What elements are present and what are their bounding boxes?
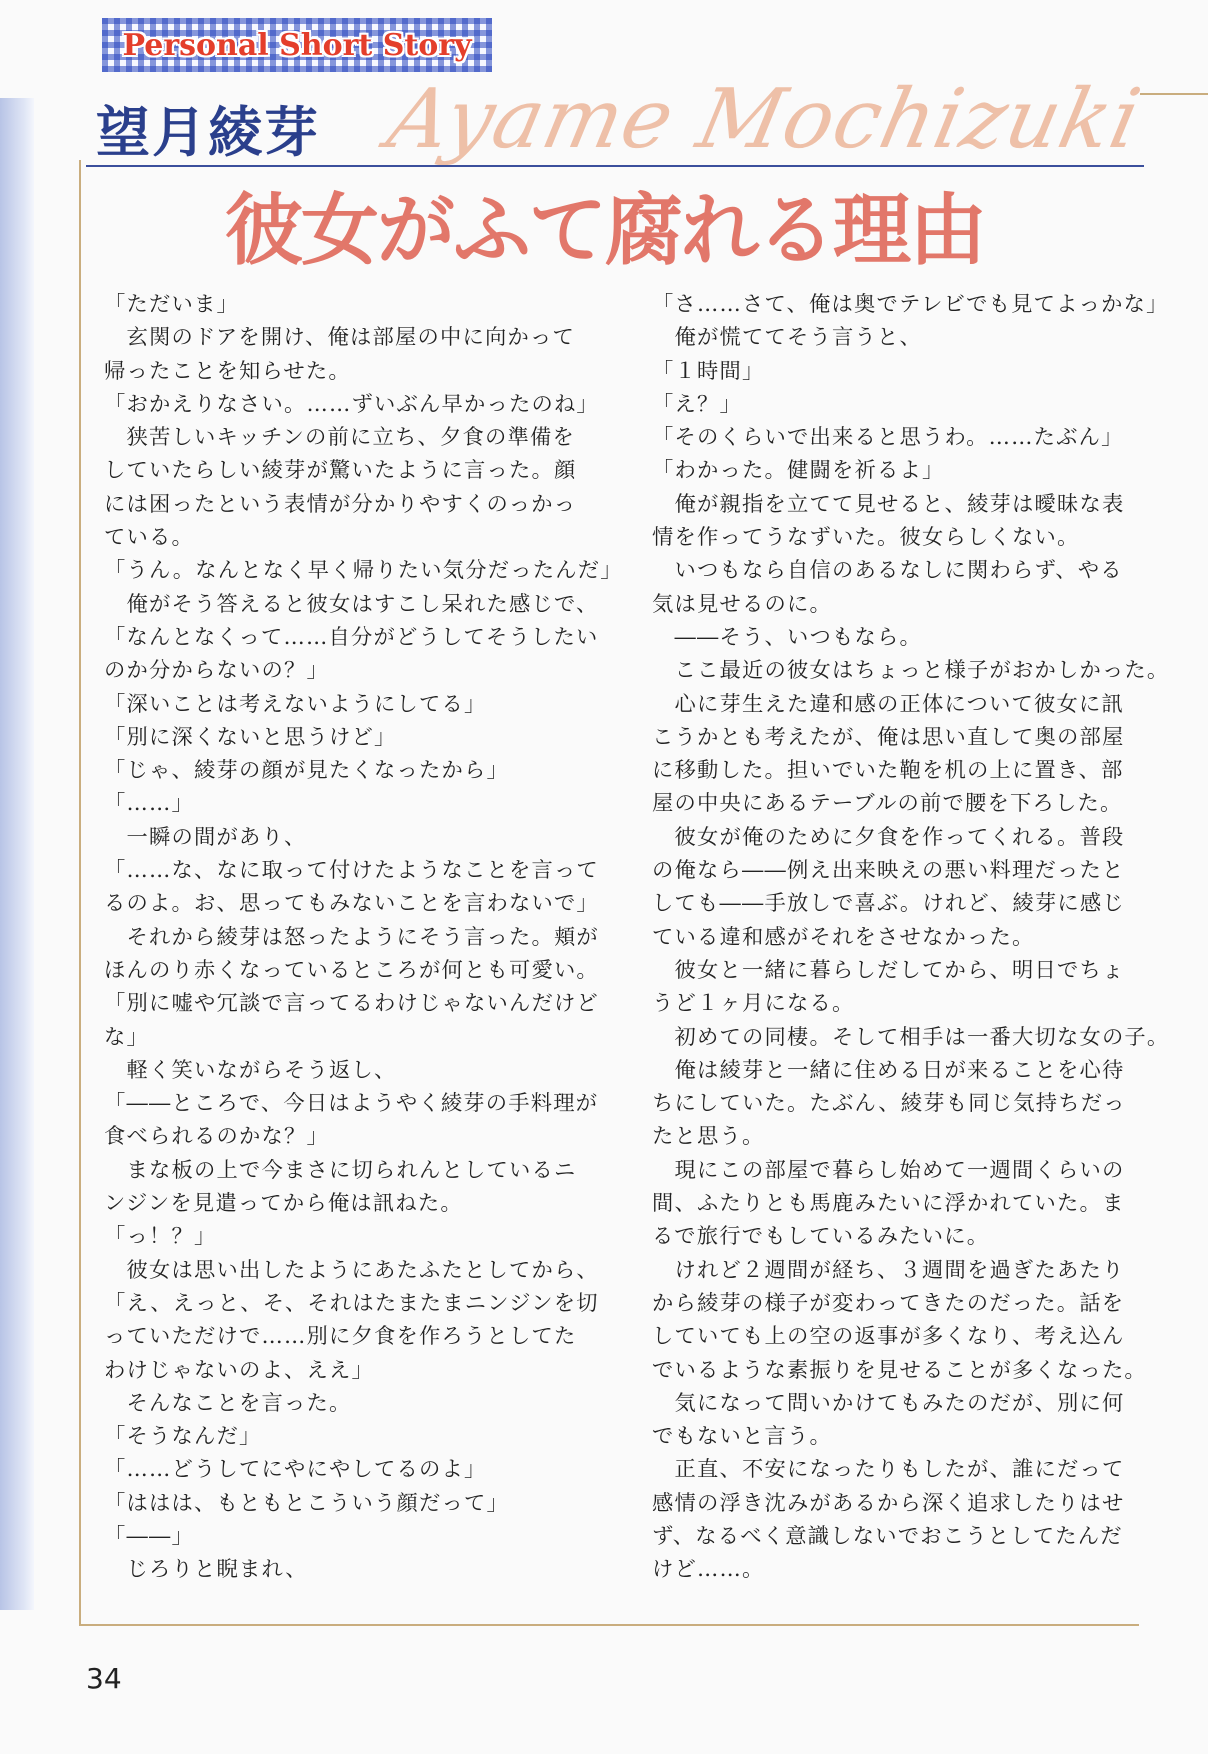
text-line: るで旅行でもしているみたいに。 <box>652 1224 990 1250</box>
text-line: のか分からないの？」 <box>104 658 329 684</box>
text-line: うど１ヶ月になる。 <box>652 991 855 1017</box>
left-edge-band <box>0 98 34 1610</box>
text-line: な」 <box>104 1024 149 1050</box>
text-line: そんなことを言った。 <box>104 1390 352 1416</box>
text-line: から綾芽の様子が変わってきたのだった。話を <box>652 1290 1125 1316</box>
text-line: していたらしい綾芽が驚いたように言った。顔 <box>104 458 577 484</box>
text-line: 初めての同棲。そして相手は一番大切な女の子。 <box>652 1024 1170 1050</box>
text-line: 彼女は思い出したようにあたふたとしてから、 <box>104 1257 599 1283</box>
text-line: 「別に深くないと思うけど」 <box>104 724 397 750</box>
text-line: 「深いことは考えないようにしてる」 <box>104 691 487 717</box>
text-line: 情を作ってうなずいた。彼女らしくない。 <box>652 525 1080 551</box>
text-line: けど……。 <box>652 1557 765 1583</box>
character-name-japanese: 望月綾芽 <box>96 101 320 164</box>
text-line: 「え？」 <box>652 391 742 417</box>
text-line: には困ったという表情が分かりやすくのっかっ <box>104 491 577 517</box>
text-line: 「別に嘘や冗談で言ってるわけじゃないんだけど <box>104 991 599 1017</box>
text-line: まな板の上で今まさに切られんとしているニ <box>104 1157 577 1183</box>
text-line: 「……」 <box>104 791 194 817</box>
frame-bottom-line <box>79 1624 1139 1626</box>
text-line: 感情の浮き沈みがあるから深く追求したりはせ <box>652 1490 1125 1516</box>
text-line: 俺は綾芽と一緒に住める日が来ることを心待 <box>652 1057 1125 1083</box>
text-line: 彼女と一緒に暮らしだしてから、明日でちょ <box>652 957 1125 983</box>
page-number: 34 <box>86 1662 122 1695</box>
text-line: 正直、不安になったりもしたが、誰にだって <box>652 1457 1125 1483</box>
text-line: 食べられるのかな？」 <box>104 1124 329 1150</box>
story-column-right <box>652 288 1170 1587</box>
text-line: 気になって問いかけてもみたのだが、別に何 <box>652 1390 1125 1416</box>
text-line: 「ただいま」 <box>104 292 239 317</box>
text-line: それから綾芽は怒ったようにそう言った。頬が <box>104 924 599 950</box>
text-line: ちにしていた。たぶん、綾芽も同じ気持ちだっ <box>652 1091 1126 1117</box>
text-line: 「……どうしてにやにやしてるのよ」 <box>104 1457 487 1483</box>
text-line: していても上の空の返事が多くなり、考え込ん <box>652 1324 1125 1350</box>
text-line: 「１時間」 <box>652 358 765 384</box>
text-line: 現にこの部屋で暮らし始めて一週間くらいの <box>652 1157 1125 1183</box>
text-line: 一瞬の間があり、 <box>104 824 307 850</box>
text-line: 「おかえりなさい。……ずいぶん早かったのね」 <box>104 391 599 417</box>
text-line: しても――手放しで喜ぶ。けれど、綾芽に感じ <box>652 891 1125 917</box>
text-line: 「――」 <box>104 1523 194 1549</box>
character-name-script: Ayame Mochizuki <box>380 72 1149 167</box>
section-badge-label: Personal Short Story <box>122 27 472 63</box>
text-line: 「うん。なんとなく早く帰りたい気分だったんだ」 <box>104 558 623 584</box>
story-column-left <box>104 288 623 1587</box>
text-line: 「ははは、もともとこういう顔だって」 <box>104 1490 509 1516</box>
text-line: に移動した。担いでいた鞄を机の上に置き、部 <box>652 758 1124 784</box>
text-line: 「そうなんだ」 <box>104 1424 262 1450</box>
text-line: ほんのり赤くなっているところが何とも可愛い。 <box>104 957 599 983</box>
text-line: こうかとも考えたが、俺は思い直して奥の部屋 <box>652 724 1125 750</box>
text-line: 玄関のドアを開け、俺は部屋の中に向かって <box>104 325 575 351</box>
text-line: 屋の中央にあるテーブルの前で腰を下ろした。 <box>652 791 1123 817</box>
text-line: 「そのくらいで出来ると思うわ。……たぶん」 <box>652 425 1124 451</box>
text-line: 彼女が俺のために夕食を作ってくれる。普段 <box>652 824 1125 850</box>
text-line: ――そう、いつもなら。 <box>652 624 922 650</box>
text-line: でもないと言う。 <box>652 1424 832 1450</box>
text-line: 気は見せるのに。 <box>652 591 832 617</box>
text-line: 「わかった。健闘を祈るよ」 <box>652 458 945 484</box>
text-line: ンジンを見遣ってから俺は訊ねた。 <box>104 1191 463 1217</box>
text-line: 狭苦しいキッチンの前に立ち、夕食の準備を <box>104 425 575 451</box>
text-line: 「――ところで、今日はようやく綾芽の手料理が <box>104 1091 599 1117</box>
text-line: じろりと睨まれ、 <box>104 1557 308 1583</box>
story-title: 彼女がふて腐れる理由 <box>225 186 986 276</box>
text-line: っていただけで……別に夕食を作ろうとしてた <box>104 1324 577 1350</box>
text-line: 「じゃ、綾芽の顔が見たくなったから」 <box>104 758 509 784</box>
text-line: るのよ。お、思ってもみないことを言わないで」 <box>104 891 599 917</box>
text-line: 心に芽生えた違和感の正体について彼女に訊 <box>652 691 1125 717</box>
text-line: 「……な、なに取って付けたようなことを言って <box>104 858 599 884</box>
text-line: ここ最近の彼女はちょっと様子がおかしかった。 <box>652 658 1170 684</box>
frame-top-line <box>86 165 1144 167</box>
text-line: たと思う。 <box>652 1124 765 1150</box>
text-line: 帰ったことを知らせた。 <box>104 358 351 384</box>
text-line: 俺が親指を立てて見せると、綾芽は曖昧な表 <box>652 491 1125 517</box>
text-line: ている。 <box>104 525 194 551</box>
text-line: 俺が慌ててそう言うと、 <box>652 325 922 351</box>
text-line: ず、なるべく意識しないでおこうとしてたんだ <box>652 1523 1123 1549</box>
text-line: 俺がそう答えると彼女はすこし呆れた感じで、 <box>104 591 599 617</box>
section-badge <box>102 18 492 72</box>
text-line: 「さ……さて、俺は奥でテレビでも見てよっかな」 <box>652 292 1169 317</box>
text-line: ている違和感がそれをさせなかった。 <box>652 924 1035 950</box>
text-line: でいるような素振りを見せることが多くなった。 <box>652 1357 1147 1383</box>
text-line: の俺なら――例え出来映えの悪い料理だったと <box>652 858 1125 884</box>
frame-left-line <box>79 160 81 1625</box>
text-line: いつもなら自信のあるなしに関わらず、やる <box>652 558 1123 584</box>
header-rule <box>1140 93 1208 95</box>
text-line: わけじゃないのよ、ええ」 <box>104 1357 374 1383</box>
text-line: 「なんとなくって……自分がどうしてそうしたい <box>104 624 599 650</box>
text-line: 「っ！？」 <box>104 1224 217 1250</box>
text-line: 軽く笑いながらそう返し、 <box>104 1057 397 1083</box>
text-line: けれど２週間が経ち、３週間を過ぎたあたり <box>652 1257 1125 1283</box>
text-line: 「え、えっと、そ、それはたまたまニンジンを切 <box>104 1290 599 1316</box>
text-line: 間、ふたりとも馬鹿みたいに浮かれていた。ま <box>652 1191 1125 1217</box>
